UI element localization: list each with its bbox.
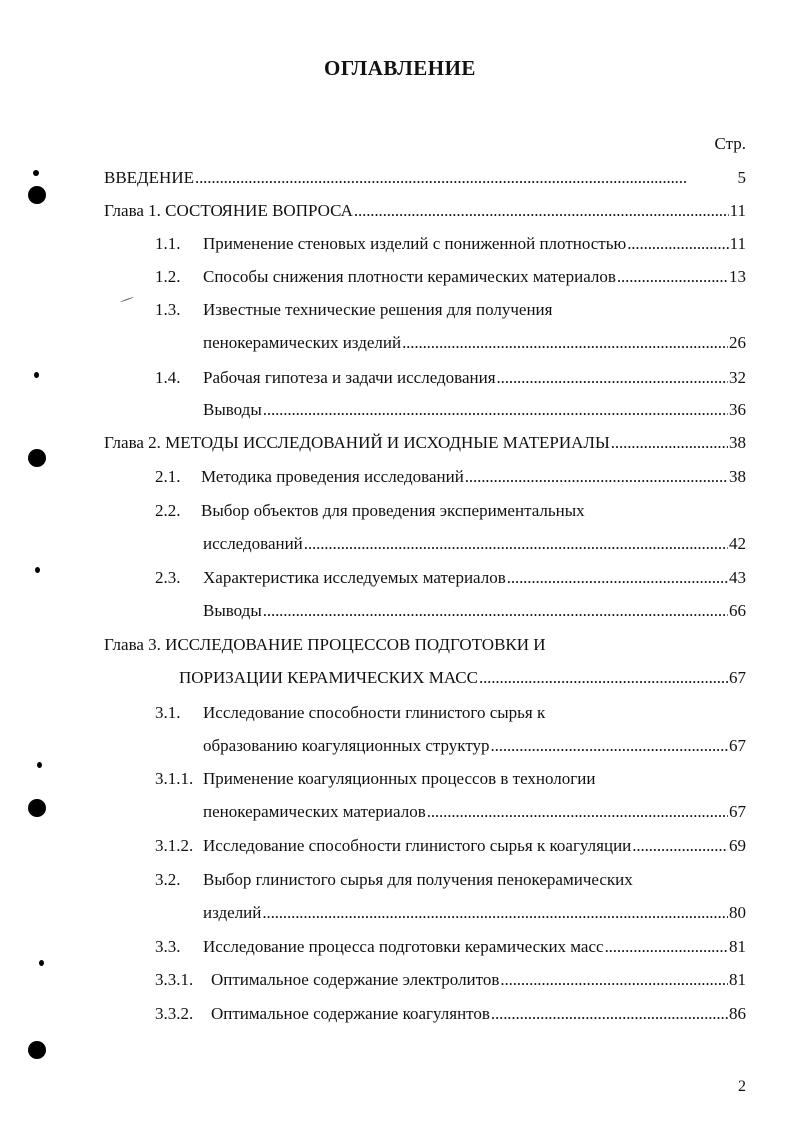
toc-entry	[203, 331, 746, 355]
leader-dots	[632, 834, 728, 858]
toc-entry-page: 11	[729, 234, 746, 253]
toc-entry-page: 86	[729, 1004, 746, 1023]
toc-entry	[203, 398, 746, 422]
leader-dots	[263, 599, 728, 623]
toc-entry-number: 1.4.	[155, 368, 181, 387]
toc-entry	[203, 901, 746, 925]
toc-entry	[155, 868, 746, 892]
toc-entry-page: 38	[729, 433, 746, 452]
toc-entry-page: 69	[729, 836, 746, 855]
toc-entry-text: Применение коагуляционных процессов в технологии	[203, 769, 596, 788]
toc-entry-number: 1.3.	[155, 300, 181, 319]
leader-dots	[605, 935, 728, 959]
toc-entry-page: 80	[729, 903, 746, 922]
leader-dots	[262, 901, 728, 925]
toc-entry-text: Глава 2. МЕТОДЫ ИССЛЕДОВАНИЙ И ИСХОДНЫЕ МАТЕРИАЛЫ	[104, 433, 610, 452]
leader-dots	[304, 532, 728, 556]
toc-entry-number: 2.1.	[155, 467, 181, 486]
toc-entry-text: ВВЕДЕНИЕ	[104, 168, 194, 187]
toc-entry-text: Выбор объектов для проведения экспериментальных	[201, 501, 585, 520]
toc-entry-text: Известные технические решения для получения	[203, 300, 553, 319]
toc-entry-page: 81	[729, 937, 746, 956]
toc-entry-page: 26	[729, 333, 746, 352]
leader-dots	[500, 968, 728, 992]
leader-dots	[427, 800, 728, 824]
toc-entry-text: Исследование способности глинистого сырья к	[203, 703, 546, 722]
toc-entry-text: изделий	[203, 903, 262, 922]
toc-entry	[203, 599, 746, 623]
toc-entry	[203, 734, 746, 758]
toc-entry-page: 42	[729, 534, 746, 553]
toc-entry-text: Исследование способности глинистого сырья к коагуляции	[203, 836, 632, 855]
binder-hole-mark	[28, 1041, 46, 1059]
toc-entry-number: 1.1.	[155, 234, 181, 253]
toc-entry	[155, 366, 746, 390]
toc-entry	[155, 935, 746, 959]
toc-entry-page: 81	[729, 970, 746, 989]
toc-entry	[155, 701, 746, 725]
toc-entry-text: ПОРИЗАЦИИ КЕРАМИЧЕСКИХ МАСС	[179, 668, 478, 687]
toc-entry	[155, 298, 746, 322]
toc-entry-text: Выводы	[203, 601, 262, 620]
page-column-header: Стр.	[714, 134, 746, 153]
toc-entry-number: 2.3.	[155, 568, 181, 587]
toc-entry	[203, 532, 746, 556]
toc-entry-text: исследований	[203, 534, 303, 553]
leader-dots	[627, 232, 728, 256]
toc-entry	[155, 968, 746, 992]
leader-dots	[497, 366, 728, 390]
toc-entry-page: 36	[729, 400, 746, 419]
toc-entry-text: Выводы	[203, 400, 262, 419]
toc-entry-number: 3.1.2.	[155, 836, 194, 855]
toc-entry	[155, 834, 746, 858]
toc-entry-page: 5	[737, 168, 746, 187]
toc-entry-text: Глава 1. СОСТОЯНИЕ ВОПРОСА	[104, 201, 353, 220]
scan-speck	[120, 297, 133, 303]
toc-entry	[155, 566, 746, 590]
toc-entry-number: 3.2.	[155, 870, 181, 889]
scan-dot	[34, 372, 39, 378]
toc-entry-number: 3.3.	[155, 937, 181, 956]
leader-dots	[263, 398, 728, 422]
toc-entry-text: образованию коагуляционных структур	[203, 736, 490, 755]
leader-dots	[354, 199, 729, 223]
toc-entry-text: Методика проведения исследований	[201, 467, 464, 486]
leader-dots	[195, 166, 737, 190]
toc-entry-page: 38	[729, 467, 746, 486]
toc-entry-text: Оптимальное содержание электролитов	[211, 970, 500, 989]
binder-hole-mark	[28, 186, 46, 204]
toc-entry-number: 3.3.1.	[155, 970, 194, 989]
toc-entry-text: Рабочая гипотеза и задачи исследования	[203, 368, 496, 387]
leader-dots	[611, 431, 728, 455]
toc-entry-number: 3.1.1.	[155, 769, 194, 788]
toc-entry	[155, 232, 746, 256]
toc-entry-text: Оптимальное содержание коагулянтов	[211, 1004, 490, 1023]
toc-entry-page: 11	[729, 201, 746, 220]
toc-entry	[155, 499, 746, 523]
toc-entry-number: 3.3.2.	[155, 1004, 194, 1023]
toc-entry	[104, 166, 746, 190]
leader-dots	[402, 331, 728, 355]
toc-entry	[155, 265, 746, 289]
page-number: 2	[738, 1078, 746, 1095]
page-title: ОГЛАВЛЕНИЕ	[324, 56, 476, 80]
binder-hole-mark	[28, 799, 46, 817]
toc-entry-text: Применение стеновых изделий с пониженной плотностью	[203, 234, 627, 253]
toc-entry	[203, 800, 746, 824]
leader-dots	[617, 265, 728, 289]
toc-entry-text: Способы снижения плотности керамических материалов	[203, 267, 616, 286]
toc-entry-page: 66	[729, 601, 746, 620]
toc-entry	[104, 431, 746, 455]
toc-entry-text: Глава 3. ИССЛЕДОВАНИЕ ПРОЦЕССОВ ПОДГОТОВКИ И	[104, 635, 546, 654]
toc-entry	[155, 465, 746, 489]
toc-entry-page: 43	[729, 568, 746, 587]
toc-entry-page: 67	[729, 736, 746, 755]
leader-dots	[491, 1002, 728, 1026]
toc-entry	[155, 767, 746, 791]
leader-dots	[507, 566, 728, 590]
toc-entry-number: 3.1.	[155, 703, 181, 722]
toc-entry-text: Характеристика исследуемых материалов	[203, 568, 506, 587]
toc-entry-number: 1.2.	[155, 267, 181, 286]
toc-entry-text: пенокерамических материалов	[203, 802, 426, 821]
toc-entry-text: Исследование процесса подготовки керамических масс	[203, 937, 604, 956]
toc-entry-page: 67	[729, 668, 746, 687]
leader-dots	[479, 666, 728, 690]
scan-dot	[33, 170, 39, 176]
toc-entry	[104, 199, 746, 223]
toc-entry	[104, 633, 746, 657]
toc-entry-text: Выбор глинистого сырья для получения пенокерамических	[203, 870, 633, 889]
toc-entry	[179, 666, 746, 690]
toc-entry	[155, 1002, 746, 1026]
toc-entry-text: пенокерамических изделий	[203, 333, 402, 352]
binder-hole-mark	[28, 449, 46, 467]
leader-dots	[491, 734, 728, 758]
toc-entry-page: 32	[729, 368, 746, 387]
scan-dot	[37, 762, 42, 768]
toc-entry-number: 2.2.	[155, 501, 181, 520]
toc-entry-page: 13	[729, 267, 746, 286]
leader-dots	[465, 465, 728, 489]
scan-dot	[35, 567, 40, 573]
scan-dot	[39, 960, 44, 966]
toc-entry-page: 67	[729, 802, 746, 821]
